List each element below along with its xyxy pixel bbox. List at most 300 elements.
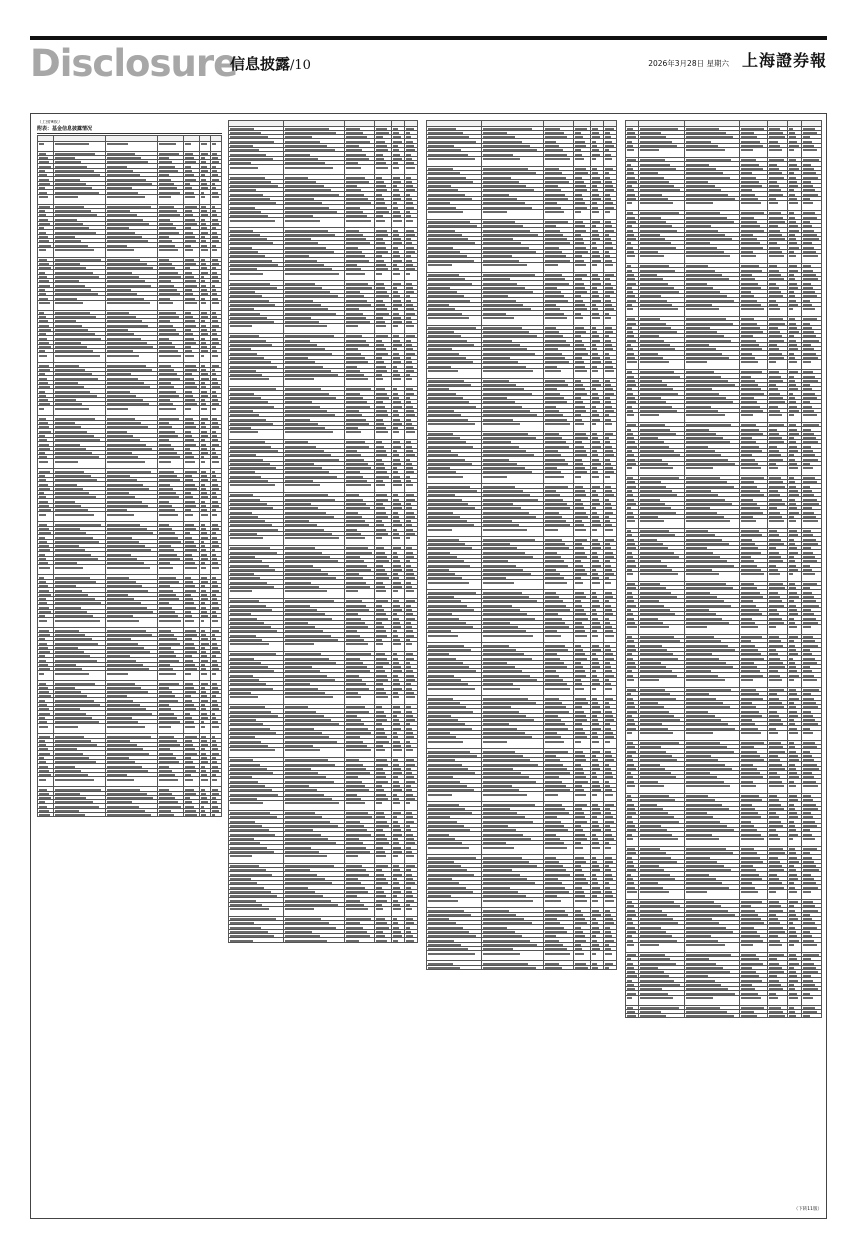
- text-line: [39, 673, 44, 675]
- table-row: [229, 218, 418, 228]
- text-line: [185, 726, 195, 728]
- table-cell: [344, 747, 374, 757]
- table-cell: [404, 641, 417, 651]
- disclosure-table-2: [228, 120, 418, 943]
- table-cell: [391, 536, 404, 546]
- table-cell: [375, 853, 392, 863]
- text-line: [346, 431, 362, 433]
- table-cell: [53, 459, 105, 469]
- table-cell: [211, 512, 222, 522]
- table-cell: [344, 271, 374, 281]
- table-cell: [106, 618, 158, 628]
- table-cell: [375, 906, 392, 916]
- text-line: [376, 220, 385, 222]
- table-cell: [543, 156, 574, 166]
- text-line: [107, 408, 128, 410]
- text-line: [39, 196, 48, 198]
- table-cell: [38, 406, 54, 416]
- text-line: [393, 273, 400, 275]
- text-line: [406, 220, 413, 222]
- text-line: [230, 802, 263, 804]
- table-cell: [283, 641, 344, 651]
- table-cell: [53, 724, 105, 734]
- table-cell: [229, 747, 284, 757]
- text-line: [55, 567, 84, 569]
- text-line: [201, 302, 206, 304]
- table-cell: [375, 800, 392, 810]
- table-row: [38, 194, 222, 204]
- table-cell: [106, 247, 158, 257]
- text-line: [592, 317, 601, 319]
- table-row: [38, 777, 222, 787]
- table-cell: [391, 694, 404, 704]
- text-line: [346, 802, 365, 804]
- table-cell: [38, 813, 54, 817]
- text-line: [107, 143, 128, 145]
- table-cell: [391, 483, 404, 493]
- text-line: [107, 302, 150, 304]
- table-cell: [158, 671, 184, 681]
- text-line: [406, 431, 415, 433]
- text-line: [605, 317, 611, 319]
- text-line: [376, 484, 385, 486]
- text-line: [285, 696, 333, 698]
- text-line: [201, 567, 206, 569]
- table-cell: [200, 565, 211, 575]
- table-cell: [106, 459, 158, 469]
- text-line: [185, 620, 194, 622]
- text-line: [230, 431, 258, 433]
- table-cell: [375, 165, 392, 175]
- text-line: [55, 355, 100, 357]
- text-line: [428, 211, 463, 213]
- table-cell: [283, 377, 344, 387]
- text-line: [285, 749, 321, 751]
- text-line: [285, 855, 327, 857]
- table-row: [38, 353, 222, 363]
- table-cell: [229, 324, 284, 334]
- table-cell: [38, 565, 54, 575]
- text-line: [376, 167, 388, 169]
- table-cell: [283, 906, 344, 916]
- text-line: [201, 726, 205, 728]
- table-cell: [344, 641, 374, 651]
- table-cell: [590, 209, 603, 219]
- table-cell: [344, 800, 374, 810]
- table-cell: [229, 694, 284, 704]
- table-cell: [38, 671, 54, 681]
- table-cell: [106, 141, 158, 151]
- table-cell: [375, 938, 392, 942]
- table-cell: [283, 800, 344, 810]
- text-line: [393, 484, 402, 486]
- table-cell: [38, 247, 54, 257]
- text-line: [428, 158, 475, 160]
- text-line: [55, 249, 94, 251]
- table-cell: [229, 483, 284, 493]
- table-cell: [229, 800, 284, 810]
- table-cell: [53, 406, 105, 416]
- disclosure-table-1: [37, 135, 222, 817]
- table-cell: [543, 262, 574, 272]
- text-line: [230, 749, 275, 751]
- table-row: [38, 406, 222, 416]
- text-line: [376, 940, 386, 942]
- text-line: [107, 814, 151, 816]
- table-cell: [106, 406, 158, 416]
- table-cell: [481, 209, 543, 219]
- text-line: [159, 620, 180, 622]
- text-line: [346, 855, 359, 857]
- table-cell: [211, 618, 222, 628]
- column-2: [228, 120, 418, 1210]
- text-line: [159, 514, 178, 516]
- table-row: [427, 262, 617, 272]
- masthead: [30, 44, 827, 84]
- text-line: [346, 590, 359, 592]
- table-cell: [158, 512, 184, 522]
- table-cell: [200, 813, 211, 817]
- continued-from-label: （上接9版）: [37, 120, 63, 125]
- table-row: [229, 483, 418, 493]
- table-cell: [344, 694, 374, 704]
- section-name: 信息披露: [230, 55, 291, 73]
- text-line: [406, 273, 411, 275]
- text-line: [201, 514, 208, 516]
- table-cell: [404, 938, 417, 942]
- table-cell: [283, 165, 344, 175]
- table-cell: [404, 165, 417, 175]
- table-cell: [53, 247, 105, 257]
- table-cell: [543, 209, 574, 219]
- text-line: [55, 514, 94, 516]
- table-row: [38, 247, 222, 257]
- text-line: [159, 355, 180, 357]
- table-cell: [158, 141, 184, 151]
- table-cell: [200, 671, 211, 681]
- table-cell: [344, 906, 374, 916]
- text-line: [230, 590, 252, 592]
- text-line: [285, 220, 321, 222]
- text-line: [201, 408, 207, 410]
- table-row: [229, 938, 418, 942]
- text-line: [159, 302, 173, 304]
- text-line: [285, 940, 328, 942]
- text-line: [376, 537, 382, 539]
- table-cell: [53, 300, 105, 310]
- table-row: [38, 565, 222, 575]
- text-line: [212, 726, 219, 728]
- text-line: [107, 196, 144, 198]
- table-cell: [391, 800, 404, 810]
- table-cell: [229, 430, 284, 440]
- table-cell: [53, 565, 105, 575]
- text-line: [39, 302, 50, 304]
- table-cell: [229, 536, 284, 546]
- text-line: [107, 461, 144, 463]
- table-cell: [404, 430, 417, 440]
- table-cell: [211, 459, 222, 469]
- text-line: [212, 620, 218, 622]
- text-line: [201, 814, 206, 816]
- text-line: [185, 514, 192, 516]
- table-cell: [344, 430, 374, 440]
- text-line: [406, 855, 414, 857]
- table-cell: [391, 324, 404, 334]
- text-line: [285, 325, 327, 327]
- table-cell: [391, 589, 404, 599]
- text-line: [575, 317, 583, 319]
- table-cell: [391, 218, 404, 228]
- text-line: [212, 249, 217, 251]
- text-line: [545, 158, 571, 160]
- text-line: [575, 264, 586, 266]
- table-cell: [375, 483, 392, 493]
- table-cell: [38, 618, 54, 628]
- table-cell: [229, 853, 284, 863]
- table-cell: [283, 694, 344, 704]
- table-cell: [344, 324, 374, 334]
- text-line: [346, 643, 368, 645]
- text-line: [545, 211, 565, 213]
- text-line: [592, 158, 596, 160]
- table-cell: [200, 459, 211, 469]
- table-cell: [283, 324, 344, 334]
- table-cell: [229, 218, 284, 228]
- table-cell: [200, 618, 211, 628]
- text-line: [230, 378, 269, 380]
- text-line: [159, 779, 178, 781]
- table-row: [229, 165, 418, 175]
- table-cell: [53, 777, 105, 787]
- text-line: [159, 143, 175, 145]
- text-line: [376, 855, 386, 857]
- table-cell: [184, 512, 200, 522]
- text-line: [39, 461, 48, 463]
- table-row: [229, 853, 418, 863]
- table-cell: [603, 315, 616, 325]
- text-line: [159, 408, 175, 410]
- table-cell: [184, 194, 200, 204]
- text-line: [230, 325, 252, 327]
- table-cell: [53, 194, 105, 204]
- table-row: [229, 430, 418, 440]
- table-cell: [158, 300, 184, 310]
- table-cell: [574, 262, 591, 272]
- text-line: [107, 726, 144, 728]
- text-line: [346, 167, 362, 169]
- text-line: [376, 643, 383, 645]
- text-line: [346, 325, 359, 327]
- table-cell: [184, 406, 200, 416]
- text-line: [393, 220, 402, 222]
- table-cell: [391, 747, 404, 757]
- text-line: [346, 537, 365, 539]
- text-line: [393, 749, 402, 751]
- text-line: [346, 220, 371, 222]
- table-cell: [375, 694, 392, 704]
- text-line: [483, 317, 514, 319]
- text-line: [201, 620, 204, 622]
- text-line: [406, 802, 411, 804]
- table-cell: [106, 777, 158, 787]
- text-line: [201, 143, 207, 145]
- text-line: [393, 643, 401, 645]
- text-line: [376, 273, 382, 275]
- text-line: [212, 514, 217, 516]
- table-cell: [158, 724, 184, 734]
- text-line: [230, 696, 258, 698]
- table-cell: [38, 459, 54, 469]
- text-line: [406, 749, 413, 751]
- table-cell: [375, 536, 392, 546]
- text-line: [376, 696, 388, 698]
- table-cell: [543, 315, 574, 325]
- table-cell: [283, 589, 344, 599]
- text-line: [159, 461, 170, 463]
- text-line: [406, 537, 411, 539]
- text-line: [55, 196, 78, 198]
- text-line: [201, 673, 207, 675]
- table-cell: [404, 324, 417, 334]
- table-cell: [404, 800, 417, 810]
- table-cell: [427, 262, 482, 272]
- table-cell: [53, 671, 105, 681]
- text-line: [185, 814, 197, 816]
- text-line: [201, 779, 208, 781]
- text-line: [393, 325, 398, 327]
- text-line: [230, 167, 258, 169]
- table-cell: [375, 218, 392, 228]
- table-cell: [229, 906, 284, 916]
- table-cell: [404, 853, 417, 863]
- table-cell: [184, 565, 200, 575]
- column-3: [426, 120, 617, 1210]
- table-cell: [404, 483, 417, 493]
- table-cell: [391, 938, 404, 942]
- table-cell: [184, 671, 200, 681]
- text-line: [185, 779, 192, 781]
- table-cell: [106, 813, 158, 817]
- table-cell: [344, 938, 374, 942]
- text-line: [575, 211, 581, 213]
- text-line: [201, 461, 205, 463]
- text-line: [592, 264, 597, 266]
- table-cell: [184, 724, 200, 734]
- table-cell: [391, 377, 404, 387]
- text-line: [230, 855, 252, 857]
- table-cell: [344, 536, 374, 546]
- text-line: [39, 143, 44, 145]
- table-row: [229, 800, 418, 810]
- text-line: [212, 673, 216, 675]
- table-cell: [391, 430, 404, 440]
- table-cell: [38, 777, 54, 787]
- table-cell: [391, 906, 404, 916]
- text-line: [483, 158, 521, 160]
- text-line: [159, 567, 173, 569]
- table-row: [229, 747, 418, 757]
- table-cell: [427, 209, 482, 219]
- text-line: [55, 408, 89, 410]
- text-line: [159, 196, 170, 198]
- table-cell: [283, 938, 344, 942]
- text-line: [575, 158, 584, 160]
- table-cell: [200, 194, 211, 204]
- brand-wordmark: Disclosure: [30, 42, 238, 85]
- table-cell: [404, 218, 417, 228]
- text-line: [212, 567, 219, 569]
- text-line: [428, 264, 452, 266]
- text-line: [406, 908, 412, 910]
- table-cell: [404, 271, 417, 281]
- table-row: [229, 641, 418, 651]
- table-cell: [200, 724, 211, 734]
- table-cell: [211, 194, 222, 204]
- text-line: [159, 673, 175, 675]
- text-line: [55, 814, 85, 816]
- table-cell: [200, 300, 211, 310]
- table-cell: [404, 694, 417, 704]
- text-line: [39, 620, 47, 622]
- table-cell: [481, 156, 543, 166]
- text-line: [285, 590, 327, 592]
- table-cell: [200, 777, 211, 787]
- table-cell: [603, 209, 616, 219]
- table-cell: [106, 512, 158, 522]
- table-cell: [404, 536, 417, 546]
- text-line: [406, 484, 413, 486]
- text-line: [55, 620, 100, 622]
- text-line: [212, 196, 219, 198]
- table-row: [38, 512, 222, 522]
- text-line: [428, 317, 469, 319]
- text-line: [39, 567, 50, 569]
- table-cell: [53, 512, 105, 522]
- table-row: [427, 315, 617, 325]
- text-line: [185, 567, 197, 569]
- table-cell: [229, 589, 284, 599]
- text-line: [55, 673, 89, 675]
- text-line: [406, 940, 414, 942]
- table-cell: [38, 353, 54, 363]
- text-line: [376, 749, 385, 751]
- table-row: [229, 271, 418, 281]
- table-cell: [344, 853, 374, 863]
- table-cell: [404, 906, 417, 916]
- table-cell: [158, 618, 184, 628]
- table-cell: [53, 618, 105, 628]
- table-cell: [481, 315, 543, 325]
- disclosure-frame: [30, 113, 827, 1219]
- text-line: [185, 355, 194, 357]
- section-title: [230, 54, 311, 76]
- table-row: [38, 141, 222, 151]
- text-line: [107, 355, 139, 357]
- text-line: [592, 211, 600, 213]
- text-line: [406, 378, 412, 380]
- table-cell: [106, 671, 158, 681]
- table-title: 附表：基金信息披露情况: [37, 126, 222, 134]
- text-line: [185, 408, 191, 410]
- text-line: [39, 408, 44, 410]
- table-cell: [53, 813, 105, 817]
- text-line: [406, 696, 415, 698]
- table-row: [38, 618, 222, 628]
- table-cell: [229, 377, 284, 387]
- table-row: [229, 694, 418, 704]
- table-cell: [603, 262, 616, 272]
